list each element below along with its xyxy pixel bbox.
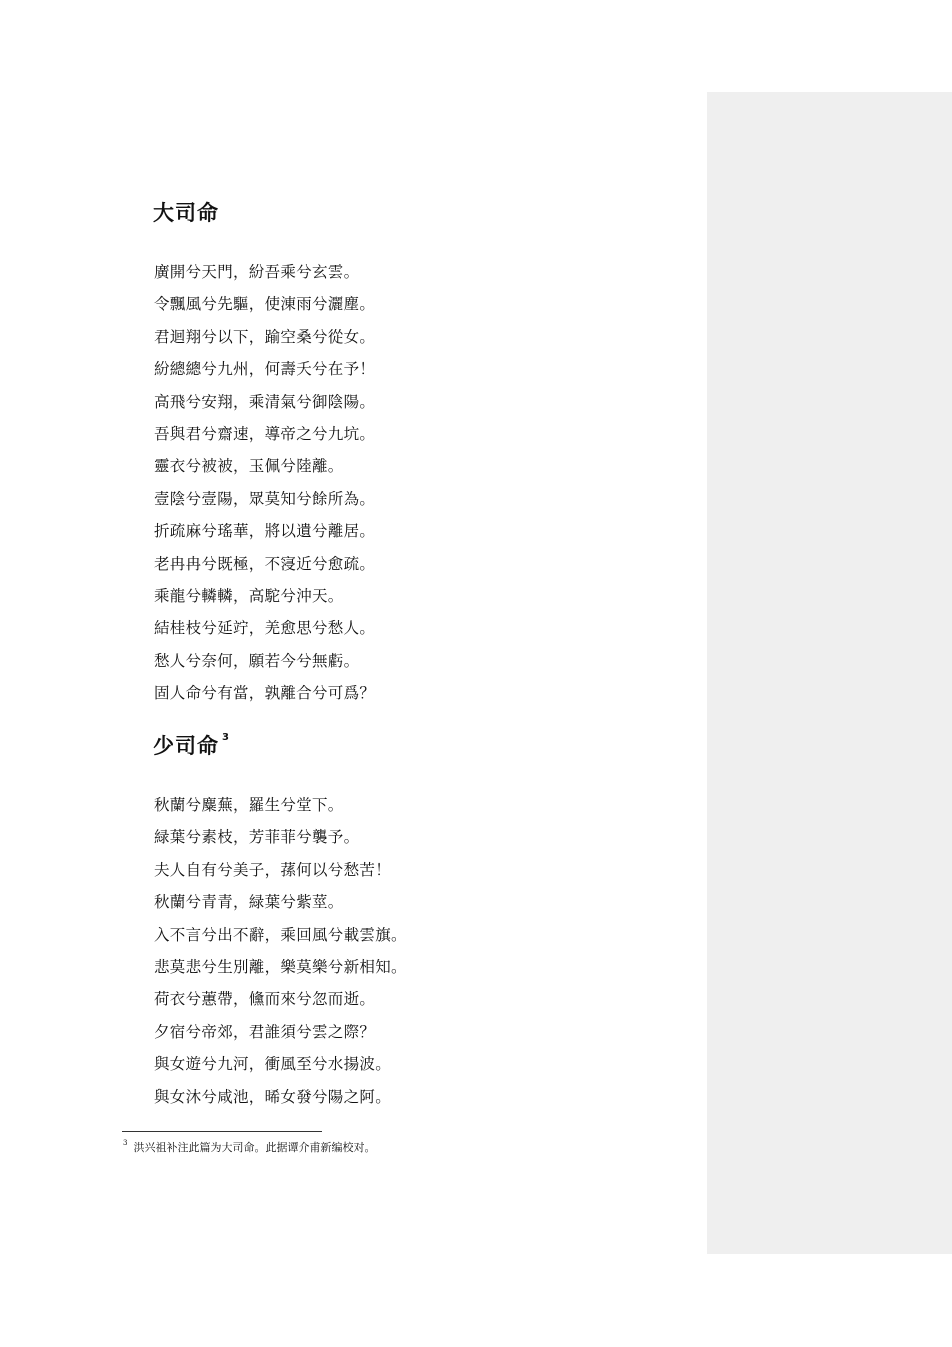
poem-line: 夫人自有兮美子，蓀何以兮愁苦！ xyxy=(154,860,392,879)
poem-line: 高飛兮安翔，乘清氣兮御陰陽。 xyxy=(154,392,376,411)
poem-line: 廣開兮天門，紛吾乘兮玄雲。 xyxy=(154,263,360,281)
poem-line: 秋蘭兮青青，緑葉兮紫莖。 xyxy=(154,893,344,912)
poem-line: 荷衣兮蕙帶，儵而來兮忽而逝。 xyxy=(154,990,376,1009)
footnote-text: 洪兴祖补注此篇为大司命。此据谭介甫新编校对。 xyxy=(133,1141,376,1154)
poem-line: 固人命兮有當，孰離合兮可爲？ xyxy=(154,684,376,703)
footnote-number: 3 xyxy=(123,1139,128,1147)
poem-line: 結桂枝兮延竚，羌愈思兮愁人。 xyxy=(154,619,376,638)
poem-line: 秋蘭兮麋蕪，羅生兮堂下。 xyxy=(154,796,344,814)
poem-line: 愁人兮奈何，願若今兮無虧。 xyxy=(154,651,360,670)
poem-line: 壹陰兮壹陽，眾莫知兮餘所為。 xyxy=(154,489,376,508)
poem-line: 令飄風兮先驅，使涷雨兮灑塵。 xyxy=(154,295,376,314)
footnote xyxy=(123,1139,375,1155)
poem-line: 靈衣兮被被，玉佩兮陸離。 xyxy=(154,457,344,476)
poem-da-si-ming xyxy=(154,262,375,715)
poem-line: 悲莫悲兮生別離，樂莫樂兮新相知。 xyxy=(154,957,407,976)
section-title-text: 少司命 xyxy=(153,734,219,758)
comment-pane xyxy=(707,92,952,1254)
poem-line: 入不言兮出不辭，乘回風兮載雲旗。 xyxy=(154,925,407,944)
footnote-separator xyxy=(122,1131,322,1132)
poem-line: 乘龍兮轔轔，高駝兮沖天。 xyxy=(154,586,344,605)
section-title-da-si-ming xyxy=(153,203,219,224)
poem-line: 折疏麻兮瑤華，將以遺兮離居。 xyxy=(154,522,376,541)
poem-line: 緑葉兮素枝，芳菲菲兮襲予。 xyxy=(154,828,360,847)
poem-line: 與女遊兮九河，衝風至兮水揚波。 xyxy=(154,1055,392,1074)
footnote-reference[interactable]: 3 xyxy=(222,732,230,743)
poem-line: 君迴翔兮以下，踰空桑兮從女。 xyxy=(154,327,376,346)
section-title-shao-si-ming xyxy=(153,732,230,758)
section-title-text: 大司命 xyxy=(153,201,219,225)
poem-line: 紛總總兮九州，何壽夭兮在予！ xyxy=(154,360,376,379)
poem-line: 夕宿兮帝郊，君誰須兮雲之際？ xyxy=(154,1022,376,1041)
poem-line: 與女沐兮咸池，晞女發兮陽之阿。 xyxy=(154,1087,392,1106)
poem-shao-si-ming xyxy=(154,795,407,1119)
poem-line: 老冉冉兮既極，不寖近兮愈疏。 xyxy=(154,554,376,573)
poem-line: 吾與君兮齋速，導帝之兮九坑。 xyxy=(154,424,376,443)
